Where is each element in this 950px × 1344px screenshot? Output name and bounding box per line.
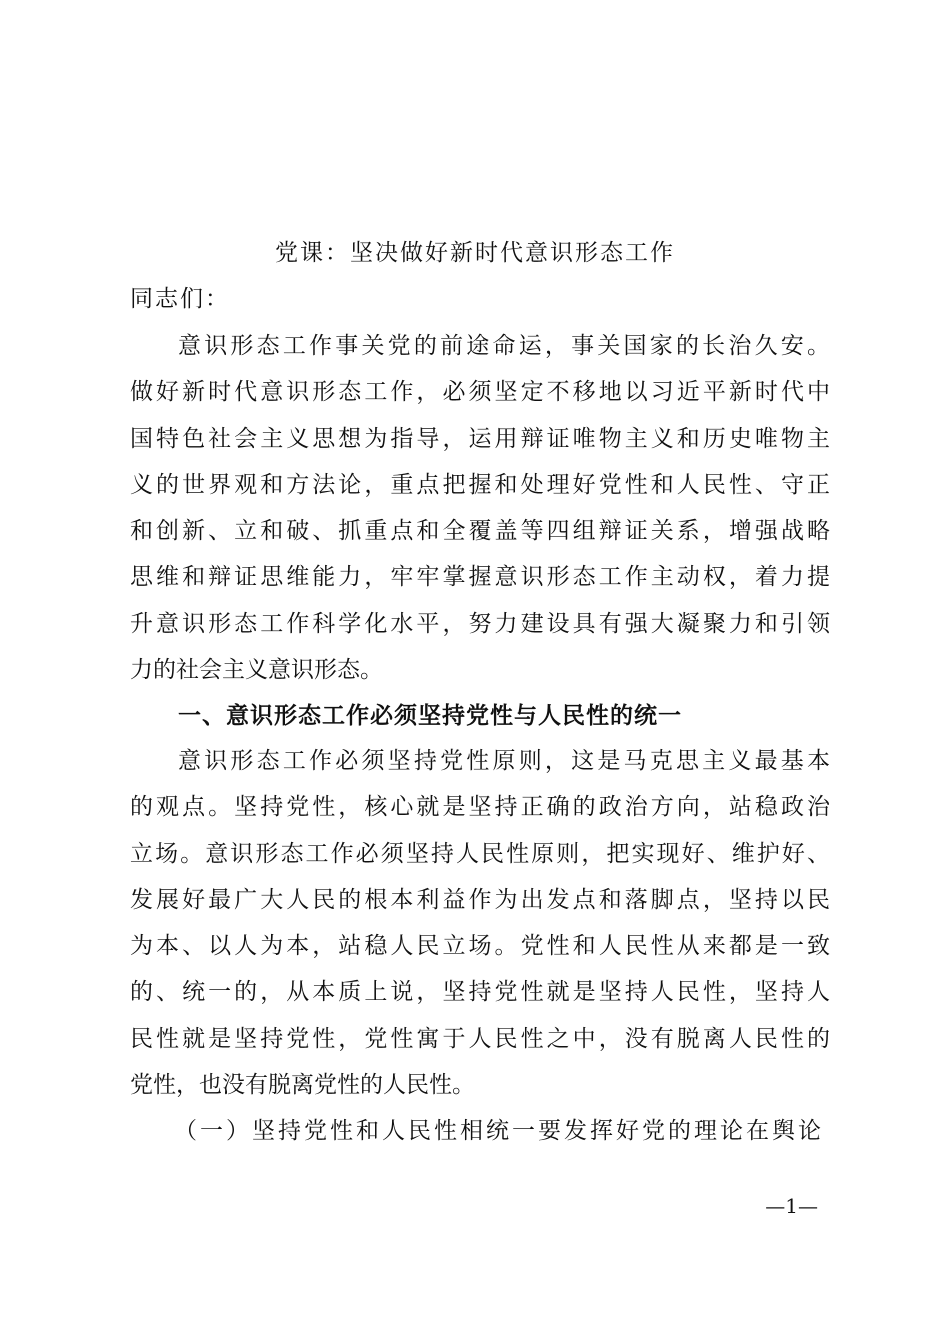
paragraph-line: 为本、以人为本，站稳人民立场。党性和人民性从来都是一致 (130, 933, 830, 960)
section-heading: 一、意识形态工作必须坚持党性与人民性的统一 (178, 703, 682, 729)
paragraph-line: 发展好最广大人民的根本利益作为出发点和落脚点，坚持以民 (130, 886, 830, 913)
paragraph-line: 意识形态工作必须坚持党性原则，这是马克思主义最基本 (178, 748, 830, 774)
paragraph-line: 做好新时代意识形态工作，必须坚定不移地以习近平新时代中 (130, 379, 830, 406)
subsection-1 (130, 1108, 830, 1154)
paragraph-line: 党性，也没有脱离党性的人民性。 (130, 1072, 475, 1099)
paragraph-line: 民性就是坚持党性，党性寓于人民性之中，没有脱离人民性的 (130, 1025, 830, 1052)
paragraph-line: 和创新、立和破、抓重点和全覆盖等四组辩证关系，增强战略 (130, 518, 830, 545)
paragraph-line: 思维和辩证思维能力，牢牢掌握意识形态工作主动权，着力提 (130, 564, 830, 591)
document-title: 党课：坚决做好新时代意识形态工作 (275, 240, 675, 266)
paragraph-line: 升意识形态工作科学化水平，努力建设具有强大凝聚力和引领 (130, 610, 830, 637)
salutation: 同志们： (130, 286, 230, 312)
paragraph-line: 意识形态工作事关党的前途命运，事关国家的长治久安。 (178, 333, 830, 359)
paragraph-line: 国特色社会主义思想为指导，运用辩证唯物主义和历史唯物主 (130, 425, 830, 452)
section-1 (130, 693, 830, 739)
subsection-heading: （一）坚持党性和人民性相统一要发挥好党的理论在舆论 (174, 1118, 824, 1144)
section-1-paragraph (130, 738, 830, 1108)
paragraph-line: 的、统一的，从本质上说，坚持党性就是坚持人民性，坚持人 (130, 979, 830, 1006)
paragraph-line: 的观点。坚持党性，核心就是坚持正确的政治方向，站稳政治 (130, 794, 830, 821)
paragraph-line: 义的世界观和方法论，重点把握和处理好党性和人民性、守正 (130, 471, 830, 498)
paragraph-line: 立场。意识形态工作必须坚持人民性原则，把实现好、维护好、 (130, 840, 830, 867)
intro-paragraph (130, 323, 830, 693)
paragraph-line: 力的社会主义意识形态。 (130, 657, 383, 684)
page-number: —1— (765, 1194, 818, 1218)
